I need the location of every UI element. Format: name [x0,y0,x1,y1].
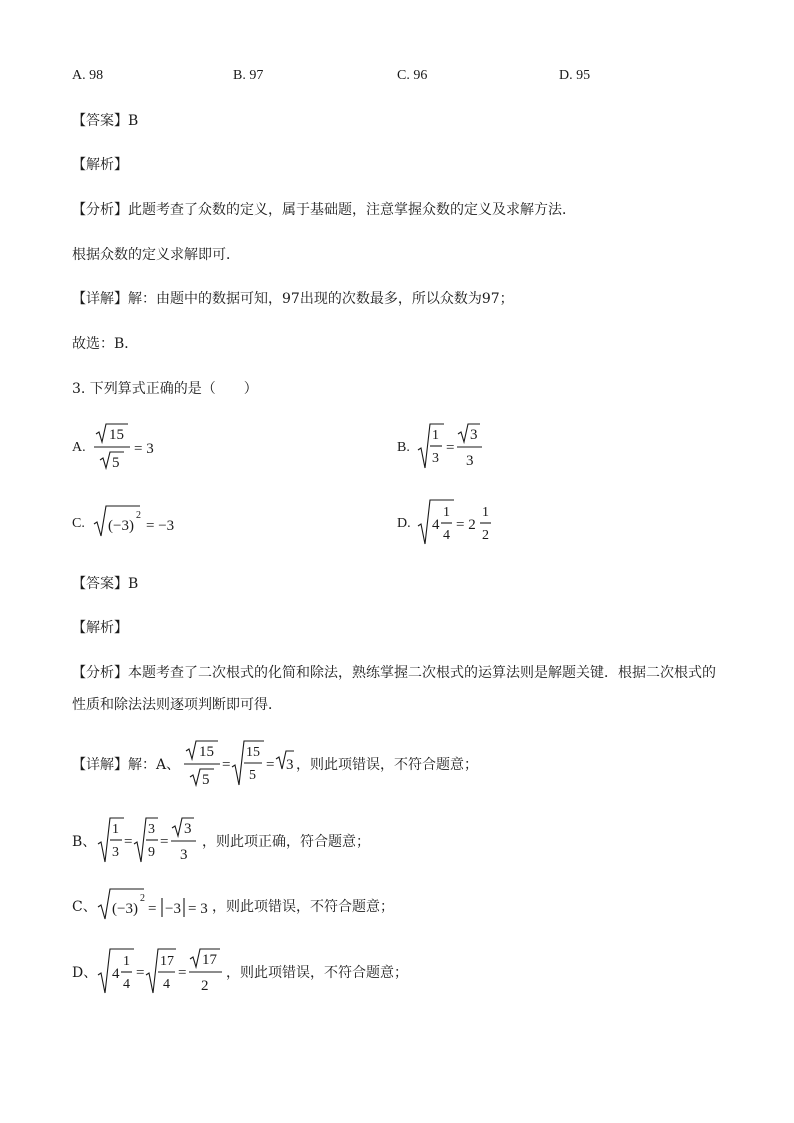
choice-line: 故选：B． [72,336,139,352]
svg-text:3: 3 [112,845,119,860]
option-c-label: C. [72,516,85,531]
svg-text:= 3: = 3 [134,441,154,457]
svg-text:= −3: = −3 [146,518,175,534]
svg-text:1: 1 [482,505,489,520]
svg-text:=: = [178,965,187,981]
svg-text:9: 9 [148,845,155,860]
svg-text:1: 1 [443,505,450,520]
svg-text:4: 4 [432,517,440,533]
option-c-formula [92,502,184,542]
svg-text:3: 3 [148,822,155,837]
svg-text:2: 2 [482,528,489,543]
svg-text:1: 1 [123,954,130,969]
detail-c-comment: ，则此项错误，不符合题意； [212,899,394,915]
option-b: B. 97 [233,68,264,83]
analysis-method: 根据众数的定义求解即可． [72,247,240,263]
svg-text:(−3): (−3) [108,518,134,534]
svg-text:3: 3 [432,451,439,466]
svg-text:5: 5 [202,772,210,788]
svg-text:=: = [160,834,169,850]
svg-text:17: 17 [160,954,174,969]
svg-text:3: 3 [286,757,294,773]
svg-text:3: 3 [466,453,474,469]
detail-c-label: C、 [72,899,97,915]
option-b-formula [416,420,488,474]
svg-text:=: = [136,965,145,981]
detail-d-comment: ，则此项错误，不符合题意； [226,965,408,981]
svg-text:3: 3 [180,847,188,863]
svg-text:=: = [266,757,275,773]
analysis-header-q3: 【解析】 [72,620,128,636]
svg-text:(−3): (−3) [112,901,138,917]
option-b-label: B. [397,440,410,455]
svg-text:4: 4 [123,977,130,992]
svg-text:17: 17 [202,952,217,968]
option-c: C. 96 [397,68,428,83]
option-a: A. 98 [72,68,104,83]
svg-text:−3: −3 [165,901,181,917]
svg-text:=: = [446,440,455,456]
detail-a-formula [182,737,294,791]
svg-text:1: 1 [432,428,439,443]
svg-text:15: 15 [246,745,260,760]
svg-text:= 3: = 3 [188,901,208,917]
detail-a-comment: ，则此项错误，不符合题意； [296,757,478,773]
detail-b-label: B、 [72,834,97,850]
analysis-fenxi: 【分析】此题考查了众数的定义，属于基础题，注意掌握众数的定义及求解方法． [72,202,576,218]
svg-text:2: 2 [136,510,141,521]
svg-text:4: 4 [443,528,450,543]
svg-text:15: 15 [199,744,214,760]
svg-text:2: 2 [140,893,145,904]
detail-d-label: D、 [72,965,98,981]
analysis-header: 【解析】 [72,157,128,173]
svg-text:3: 3 [470,427,478,443]
svg-text:5: 5 [249,768,256,783]
option-d: D. 95 [559,68,591,83]
svg-text:2: 2 [201,978,209,994]
svg-text:=: = [124,834,133,850]
svg-text:= 2: = 2 [456,517,476,533]
analysis-fenxi-q3-line1: 【分析】本题考查了二次根式的化简和除法，熟练掌握二次根式的运算法则是解题关键．根据二次根式的 [72,665,716,681]
svg-text:=: = [222,757,231,773]
analysis-fenxi-q3-line2: 性质和除法法则逐项判断即可得． [72,697,282,713]
answer-line: 【答案】B [72,113,139,129]
svg-text:15: 15 [109,427,124,443]
detail-a-prefix: 【详解】解：A、 [72,757,181,773]
svg-text:5: 5 [112,455,120,471]
question-stem: 3. 下列算式正确的是（ ） [72,381,258,397]
svg-text:4: 4 [163,977,170,992]
detail-c-formula [96,885,212,925]
option-a-label: A. [72,440,86,455]
detail-d-formula [96,945,224,999]
svg-text:1: 1 [112,822,119,837]
answer-line-q3: 【答案】B [72,576,139,592]
option-d-label: D. [397,516,411,531]
analysis-detail: 【详解】解：由题中的数据可知，97出现的次数最多，所以众数为97； [72,291,514,307]
detail-b-formula [96,814,200,868]
svg-text:=: = [148,901,157,917]
svg-text:4: 4 [112,966,120,982]
detail-b-comment: ，则此项正确，符合题意； [202,834,370,850]
option-d-formula [416,496,496,550]
svg-text:3: 3 [184,821,192,837]
option-a-formula [92,420,162,474]
